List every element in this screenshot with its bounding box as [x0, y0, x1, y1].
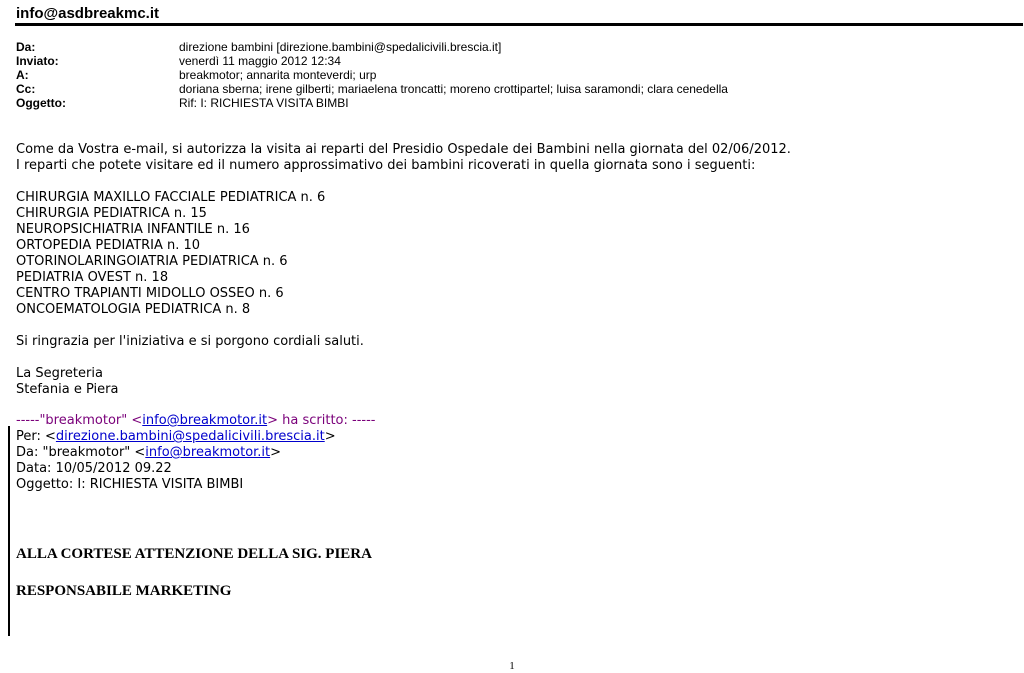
per-prefix: Per: <: [16, 429, 56, 444]
quoted-header-suffix: > ha scritto: -----: [267, 413, 376, 428]
quoted-data-line: Data: 10/05/2012 09.22: [16, 461, 172, 476]
intro-line-2: I reparti che potete visitare ed il numero approssimativo dei bambini ricoverati in quella giornata sono i seguenti:: [16, 158, 756, 173]
account-email: info@asdbreakmc.it: [16, 5, 159, 22]
ward-item: OTORINOLARINGOIATRIA PEDIATRICA n. 6: [16, 254, 288, 269]
role-heading: RESPONSABILE MARKETING: [16, 583, 232, 599]
thanks-line: Si ringrazia per l'iniziativa e si porgono cordiali saluti.: [16, 334, 364, 349]
subject-value: Rif: I: RICHIESTA VISITA BIMBI: [179, 96, 349, 110]
quoted-oggetto-line: Oggetto: I: RICHIESTA VISITA BIMBI: [16, 477, 244, 492]
quoted-header-prefix: -----"breakmotor" <: [16, 413, 143, 428]
direzione-email-link[interactable]: direzione.bambini@spedalicivili.brescia.it: [55, 429, 325, 444]
sent-label: Inviato:: [16, 54, 59, 68]
subject-label: Oggetto:: [16, 96, 66, 110]
quoted-da-line: [16, 445, 1016, 461]
header-divider: [15, 23, 1023, 26]
breakmotor-email-link-2[interactable]: info@breakmotor.it: [145, 445, 271, 460]
da-prefix: Da: "breakmotor" <: [16, 445, 146, 460]
breakmotor-email-link[interactable]: info@breakmotor.it: [142, 413, 268, 428]
ward-item: ORTOPEDIA PEDIATRIA n. 10: [16, 238, 201, 253]
attention-heading: ALLA CORTESE ATTENZIONE DELLA SIG. PIERA: [16, 546, 372, 562]
from-label: Da:: [16, 40, 36, 54]
cc-value: doriana sberna; irene gilberti; mariaelena troncatti; moreno crottipartel; luisa saramondi; clara cenedella: [179, 82, 728, 96]
sent-value: venerdì 11 maggio 2012 12:34: [179, 54, 341, 68]
page-number: 1: [509, 660, 515, 672]
to-value: breakmotor; annarita monteverdi; urp: [179, 68, 377, 82]
ward-item: CENTRO TRAPIANTI MIDOLLO OSSEO n. 6: [16, 286, 284, 301]
quoted-header: [16, 413, 1016, 429]
quote-bar: [8, 426, 10, 636]
intro-line-1: Come da Vostra e-mail, si autorizza la visita ai reparti del Presidio Ospedale dei Bambini nella giornata del 02/06/2012.: [16, 142, 791, 157]
da-suffix: >: [270, 445, 282, 460]
ward-item: CHIRURGIA MAXILLO FACCIALE PEDIATRICA n. 6: [16, 190, 326, 205]
ward-item: NEUROPSICHIATRIA INFANTILE n. 16: [16, 222, 250, 237]
signature-line-1: La Segreteria: [16, 366, 103, 381]
cc-label: Cc:: [16, 82, 36, 96]
signature-line-2: Stefania e Piera: [16, 382, 119, 397]
to-label: A:: [16, 68, 29, 82]
from-value: direzione bambini [direzione.bambini@spedalicivili.brescia.it]: [179, 40, 502, 54]
per-suffix: >: [324, 429, 336, 444]
ward-item: CHIRURGIA PEDIATRICA n. 15: [16, 206, 207, 221]
ward-item: PEDIATRIA OVEST n. 18: [16, 270, 169, 285]
ward-item: ONCOEMATOLOGIA PEDIATRICA n. 8: [16, 302, 251, 317]
quoted-per-line: [16, 429, 1016, 445]
